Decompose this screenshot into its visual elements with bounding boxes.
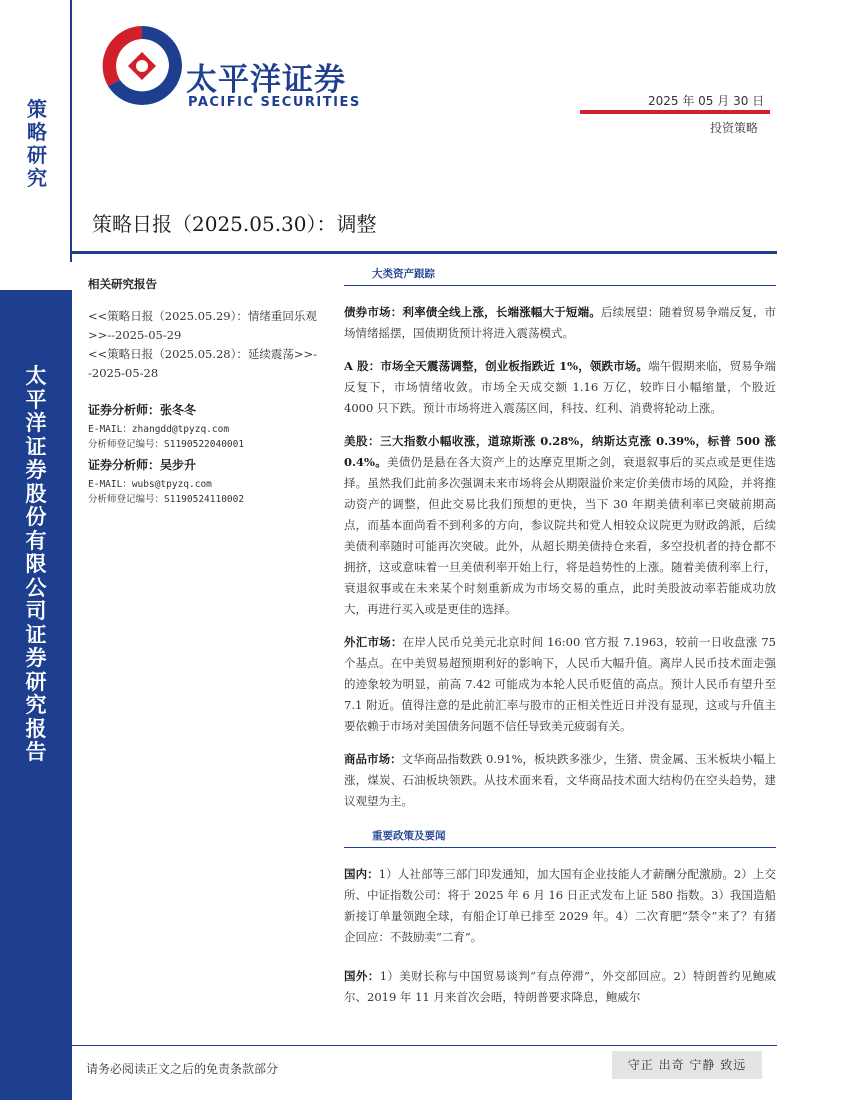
company-logo bbox=[100, 18, 370, 118]
analyst-email[interactable]: E-MAIL：wubs@tpyzq.com bbox=[88, 479, 212, 490]
footer-disclaimer: 请务必阅读正文之后的免责条款部分 bbox=[86, 1062, 279, 1076]
related-report-link[interactable]: <<策略日报（2025.05.28）：延续震荡>>--2025-05-28 bbox=[88, 347, 318, 380]
footer-divider bbox=[72, 1045, 777, 1046]
related-reports-list bbox=[88, 307, 338, 383]
analyst-email[interactable]: E-MAIL：zhangdd@tpyzq.com bbox=[88, 424, 230, 435]
analyst-registration: 分析师登记编号：S1190522040001 bbox=[88, 439, 245, 450]
bond-market-headline: 债券市场：利率债全线上涨，长端涨幅大于短端。 bbox=[344, 305, 601, 319]
domestic-news-paragraph bbox=[344, 864, 776, 948]
footer-motto: 守正 出奇 宁静 致远 bbox=[612, 1051, 762, 1079]
international-news-headline: 国外： bbox=[344, 969, 380, 983]
domestic-news-text: 1）人社部等三部门印发通知，加大国有企业技能人才薪酬分配激励。2）上交所、中证指数公司：将于 2025 年 6 月 16 日正式发布上证 580 指数。3）我国造船新接订单量领跑全球，有船企订单已排至 2029 年。4）二次育肥“禁令”来了？有猪企回应：不鼓励卖“二育”。 bbox=[344, 867, 776, 944]
commodity-text: 文华商品指数跌 0.91%，板块跌多涨少，生猪、贵金属、玉米板块小幅上涨，煤炭、石油板块领跌。从技术面来看，文华商品技术面大结构仍在空头趋势，建议观望为主。 bbox=[344, 752, 777, 808]
logo-name-cn: 太平洋证券 bbox=[186, 62, 346, 98]
us-stock-text: 美债仍是悬在各大资产上的达摩克里斯之剑，衰退叙事后的买点或是更佳选择。虽然我们此前多次强调未来市场将会从期限溢价来定价美债市场的风险，并将推动资产的调整，但此交易比我们预想的更快，当下 30 年期美债利率已突破前期高点，而基本面尚看不到利多的方向，参议院共和党人相较众议院更为财政鸽派，后续美债利率随时可能再次突破。此外，从超长期美债持仓来看，多空投机者的持仓都不拥挤，这或意味着一旦美债利率开始上行，将是趋势性的上涨。随着美债利率上行，衰退叙事或在未来某个时刻重新成为市场交易的重点，此时美股波动率若能成功放大，再进行买入或是更佳的选择。 bbox=[344, 455, 776, 616]
logo-name-en: PACIFIC SECURITIES bbox=[188, 95, 361, 110]
commodity-headline: 商品市场： bbox=[344, 752, 402, 766]
sidebar-bottom bbox=[0, 290, 72, 1100]
analyst-block bbox=[88, 401, 338, 452]
fx-market-headline: 外汇市场： bbox=[344, 635, 403, 649]
section-heading-assets: 大类资产跟踪 bbox=[372, 268, 435, 280]
header-accent-rule bbox=[580, 110, 770, 114]
analyst-name: 证券分析师：吴步升 bbox=[88, 458, 197, 472]
section-divider bbox=[344, 847, 776, 848]
related-report-link[interactable]: <<策略日报（2025.05.29）：情绪重回乐观>>--2025-05-29 bbox=[88, 309, 317, 342]
bond-market-paragraph bbox=[344, 302, 776, 344]
pacific-logo-icon bbox=[100, 24, 184, 108]
commodity-paragraph bbox=[344, 749, 776, 812]
related-reports-heading: 相关研究报告 bbox=[88, 277, 157, 291]
sidebar-company-label: 太平洋证券股份有限公司证券研究报告 bbox=[25, 363, 47, 764]
fx-market-paragraph bbox=[344, 632, 776, 737]
international-news-text: 1）美财长称与中国贸易谈判“有点停滞”，外交部回应。2）特朗普约见鲍威尔、2019 年 11 月来首次会晤，特朗普要求降息，鲍威尔 bbox=[344, 969, 777, 1004]
domestic-news-headline: 国内： bbox=[344, 867, 379, 881]
fx-market-text: 在岸人民币兑美元北京时间 16:00 官方报 7.1963，较前一日收盘涨 75 个基点。在中美贸易超预期利好的影响下，人民币大幅升值。离岸人民币技术面走强的迹象较为明显，前高 7.42 可能成为本轮人民币贬值的高点。预计人民币有望升至 7.1 附近。值得注意的是此前汇率与股市的正相关性近日并没有显现，这或与升值主要依赖于市场对美国债务问题不信任导致美元疲弱有关。 bbox=[344, 635, 777, 733]
analyst-block bbox=[88, 456, 338, 507]
section-heading-policy: 重要政策及要闻 bbox=[372, 830, 446, 842]
title-divider bbox=[72, 251, 777, 254]
report-category: 投资策略 bbox=[710, 121, 759, 135]
analyst-registration: 分析师登记编号：S1190524110002 bbox=[88, 494, 245, 505]
left-info-column bbox=[88, 276, 338, 507]
sidebar-top bbox=[0, 0, 72, 262]
sidebar-category-label: 策略研究 bbox=[27, 97, 47, 190]
page-title: 策略日报（2025.05.30）：调整 bbox=[92, 212, 377, 236]
a-share-text: 端午假期来临，贸易争端反复下，市场情绪收敛。市场全天成交额 1.16 万亿，较昨日小幅缩量，个股近 4000 只下跌。预计市场将进入震荡区间，科技、红利、消费将轮动上涨。 bbox=[344, 359, 777, 415]
a-share-headline: A 股：市场全天震荡调整，创业板指跌近 1%，领跌市场。 bbox=[344, 359, 649, 373]
main-content bbox=[344, 266, 776, 1008]
us-stock-headline: 美股：三大指数小幅收涨，道琼斯涨 0.28%，纳斯达克涨 0.39%，标普 500 涨 0.4%。 bbox=[344, 434, 776, 469]
international-news-paragraph bbox=[344, 966, 776, 1008]
analyst-name: 证券分析师：张冬冬 bbox=[88, 403, 197, 417]
a-share-paragraph bbox=[344, 356, 776, 419]
bond-market-text: 后续展望：随着贸易争端反复，市场情绪摇摆，国债期货预计将进入震荡模式。 bbox=[344, 305, 777, 340]
section-divider bbox=[344, 285, 776, 286]
us-stock-paragraph bbox=[344, 431, 776, 620]
sidebar bbox=[0, 0, 72, 1100]
report-date: 2025 年 05 月 30 日 bbox=[648, 94, 765, 108]
